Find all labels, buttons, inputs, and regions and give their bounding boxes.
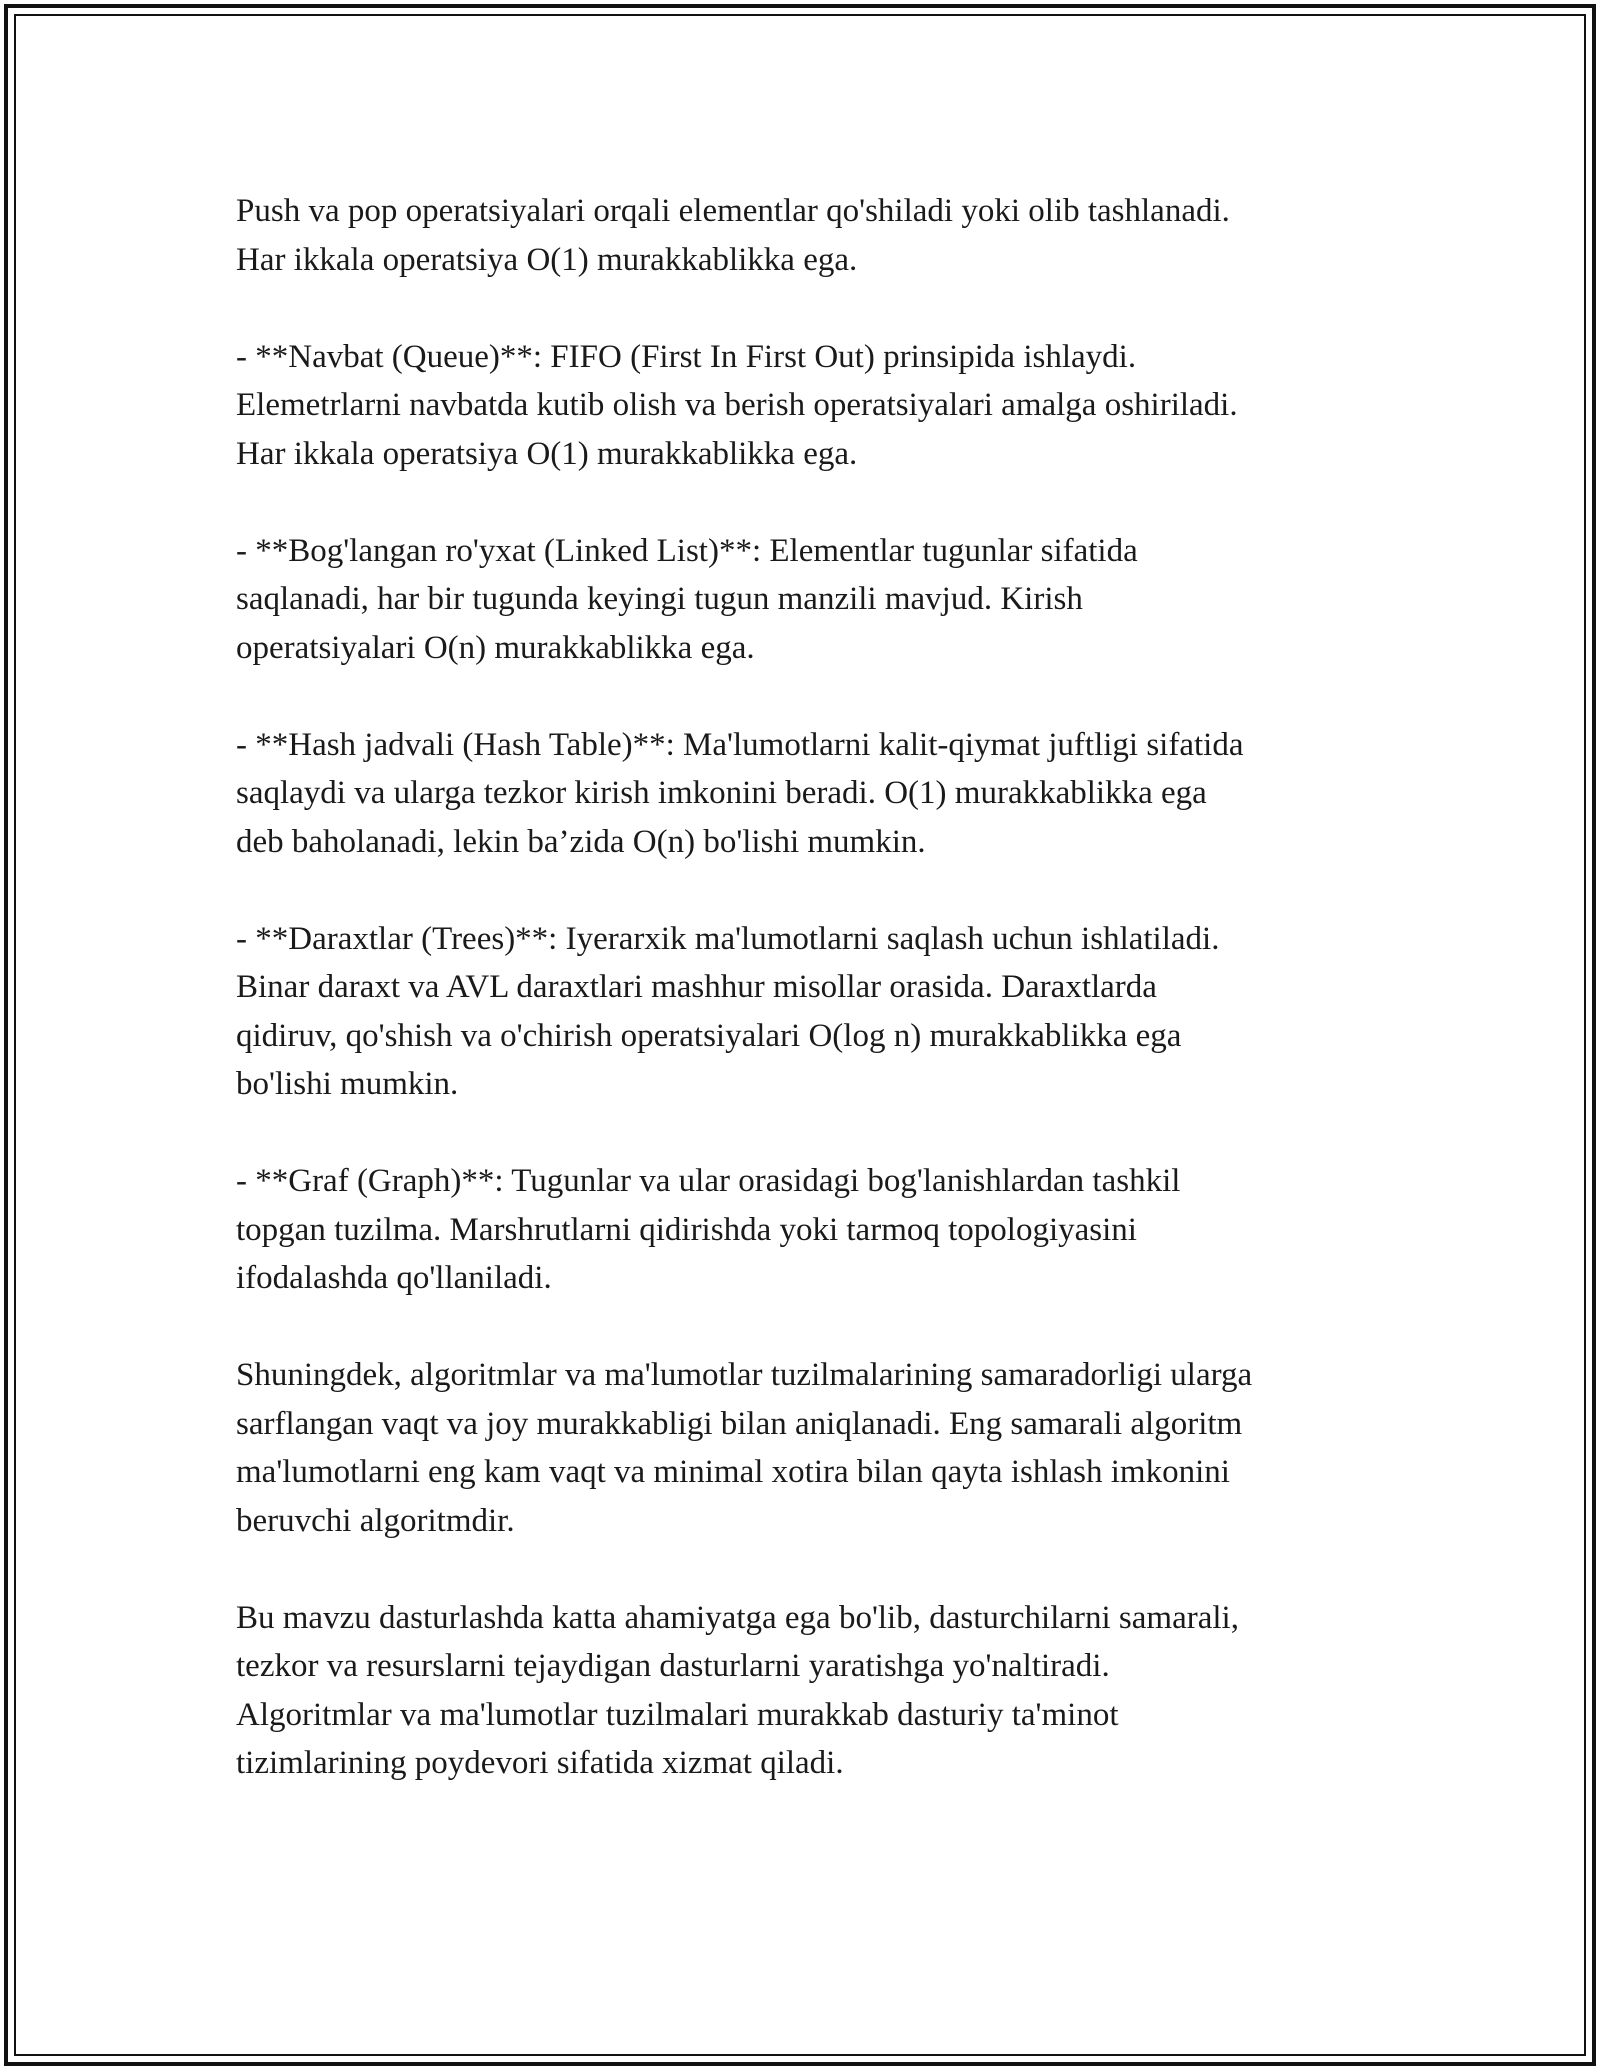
- text-line: tezkor va resurslarni tejaydigan dasturlarni yaratishga yo'naltiradi.: [236, 1648, 1110, 1684]
- text-line: bo'lishi mumkin.: [236, 1066, 459, 1102]
- paragraph-trees: [236, 915, 1396, 1109]
- paragraph-graph: [236, 1157, 1396, 1303]
- paragraph-conclusion: [236, 1594, 1396, 1788]
- text-line: - **Daraxtlar (Trees)**: Iyerarxik ma'lumotlarni saqlash uchun ishlatiladi.: [236, 920, 1220, 957]
- text-line: Har ikkala operatsiya O(1) murakkablikka ega.: [236, 241, 858, 278]
- text-line: - **Bog'langan ro'yxat (Linked List)**: Elementlar tugunlar sifatida: [236, 532, 1138, 569]
- text-line: qidiruv, qo'shish va o'chirish operatsiyalari O(log n) murakkablikka ega: [236, 1017, 1182, 1054]
- text-line: Algoritmlar va ma'lumotlar tuzilmalari murakkab dasturiy ta'minot: [236, 1696, 1119, 1733]
- text-line: Push va pop operatsiyalari orqali elementlar qo'shiladi yoki olib tashlanadi.: [236, 193, 1230, 229]
- paragraph-linked-list: [236, 527, 1396, 673]
- text-line: saqlaydi va ularga tezkor kirish imkonini beradi. O(1) murakkablikka ega: [236, 775, 1207, 811]
- paragraph-hash-table: [236, 721, 1396, 867]
- text-line: Shuningdek, algoritmlar va ma'lumotlar tuzilmalarining samaradorligi ularga: [236, 1357, 1253, 1393]
- text-line: - **Hash jadvali (Hash Table)**: Ma'lumotlarni kalit-qiymat juftligi sifatida: [236, 726, 1244, 763]
- text-line: ma'lumotlarni eng kam vaqt va minimal xotira bilan qayta ishlash imkonini: [236, 1454, 1230, 1490]
- text-line: deb baholanadi, lekin ba’zida O(n) bo'lishi mumkin.: [236, 823, 926, 860]
- text-line: Elemetrlarni navbatda kutib olish va berish operatsiyalari amalga oshiriladi.: [236, 387, 1238, 423]
- text-line: operatsiyalari O(n) murakkablikka ega.: [236, 629, 755, 666]
- text-line: sarflangan vaqt va joy murakkabligi bilan aniqlanadi. Eng samarali algoritm: [236, 1405, 1243, 1442]
- text-line: ifodalashda qo'llaniladi.: [236, 1260, 552, 1296]
- text-line: Bu mavzu dasturlashda katta ahamiyatga ega bo'lib, dasturchilarni samarali,: [236, 1599, 1239, 1636]
- text-line: saqlanadi, har bir tugunda keyingi tugun manzili mavjud. Kirish: [236, 581, 1083, 617]
- text-line: - **Navbat (Queue)**: FIFO (First In First Out) prinsipida ishlaydi.: [236, 338, 1137, 375]
- text-line: beruvchi algoritmdir.: [236, 1502, 515, 1539]
- text-line: topgan tuzilma. Marshrutlarni qidirishda yoki tarmoq topologiyasini: [236, 1211, 1137, 1248]
- text-line: Binar daraxt va AVL daraxtlari mashhur misollar orasida. Daraxtlarda: [236, 969, 1157, 1005]
- text-line: - **Graf (Graph)**: Tugunlar va ular orasidagi bog'lanishlardan tashkil: [236, 1163, 1181, 1199]
- text-line: Har ikkala operatsiya O(1) murakkablikka ega.: [236, 435, 858, 472]
- paragraph-queue: [236, 333, 1396, 479]
- document-body: [236, 187, 1396, 1836]
- paragraph-stack-summary: [236, 187, 1396, 284]
- paragraph-efficiency: [236, 1351, 1396, 1545]
- text-line: tizimlarining poydevori sifatida xizmat qiladi.: [236, 1745, 844, 1781]
